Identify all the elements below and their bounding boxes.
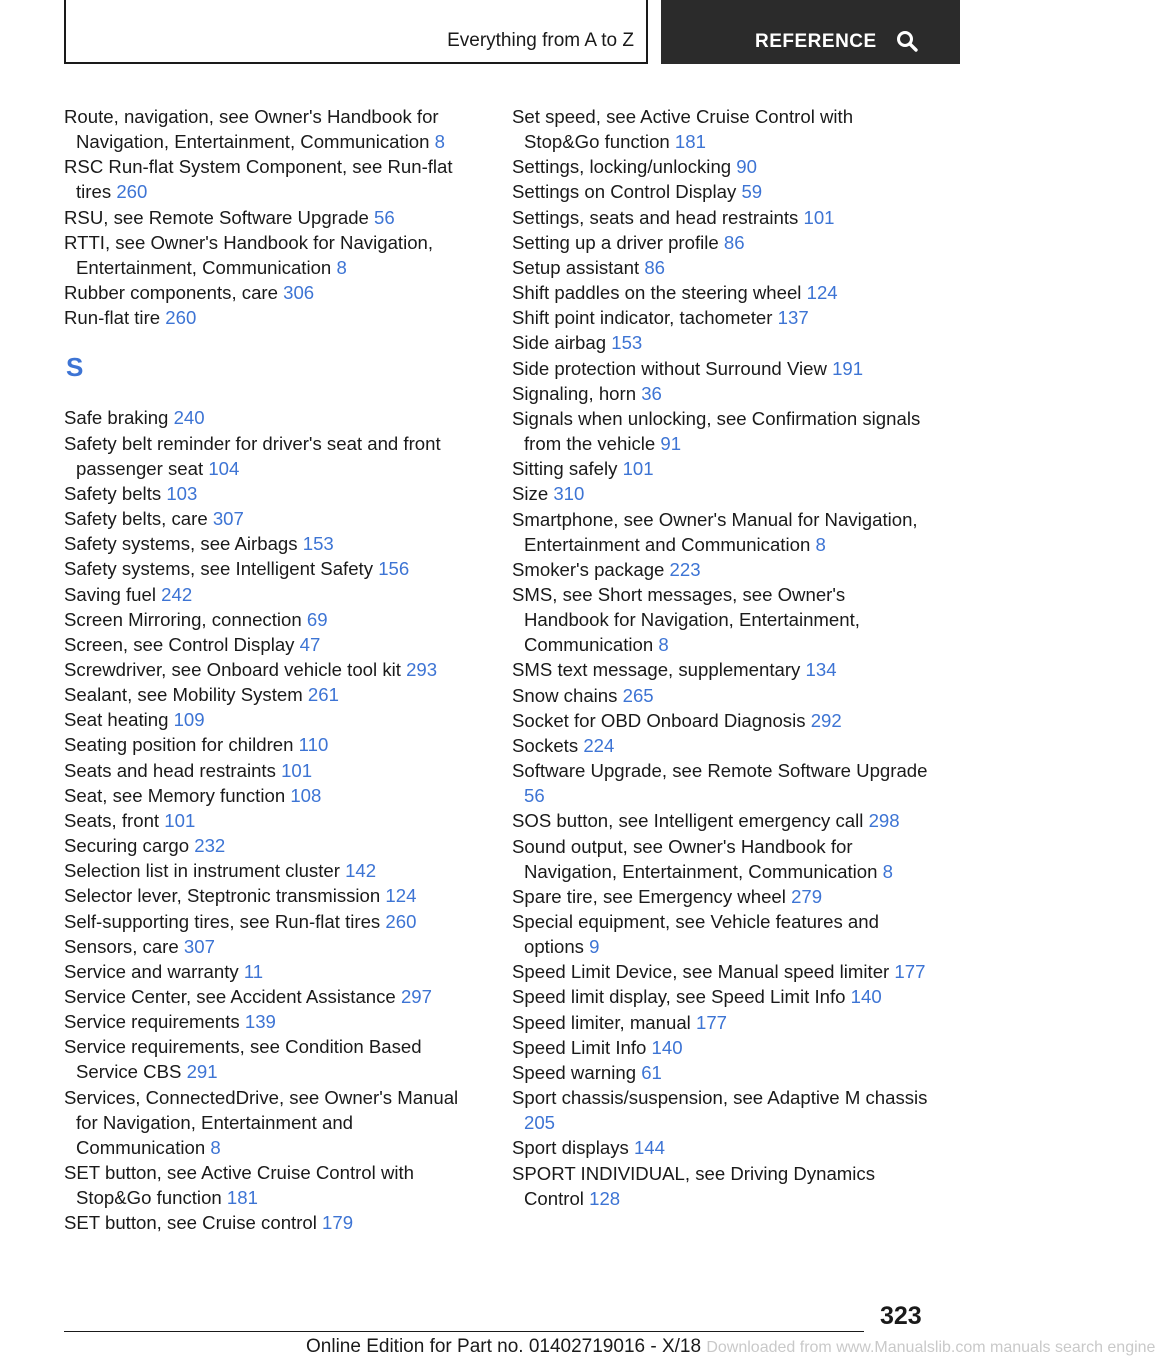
index-entry-text: Run-flat tire: [64, 307, 161, 329]
page-reference-link[interactable]: 297: [400, 986, 432, 1007]
index-entry: [64, 959, 474, 984]
index-entry-text: RTTI, see Owner's Handbook for Navigation, Entertainment, Communication: [64, 231, 434, 278]
index-entry-text: Safety systems, see Airbags: [64, 533, 298, 555]
page-reference-link[interactable]: 223: [669, 558, 701, 580]
index-entry: [64, 1160, 474, 1210]
index-entry: [512, 884, 932, 909]
page-reference-link[interactable]: 242: [161, 583, 193, 605]
index-entry: [64, 1085, 474, 1160]
page-reference-link[interactable]: 47: [299, 633, 321, 655]
page-reference-link[interactable]: 86: [723, 231, 745, 253]
page-reference-link[interactable]: 153: [611, 332, 643, 354]
index-entry: [512, 330, 932, 355]
index-entry-text: Saving fuel: [64, 583, 156, 605]
page-reference-link[interactable]: 110: [298, 734, 329, 756]
index-entry: [64, 104, 474, 154]
index-entry: [64, 858, 474, 883]
page-reference-link[interactable]: 306: [283, 282, 315, 304]
index-entry: [64, 1009, 474, 1034]
index-entry: [512, 582, 932, 657]
index-entry-text: Self-supporting tires, see Run-flat tires: [64, 910, 381, 932]
index-entry-text: Speed limiter, manual: [512, 1011, 691, 1033]
index-entry-text: Rubber components, care: [64, 282, 278, 304]
index-entry: [64, 682, 474, 707]
index-entry-text: Seats, front: [64, 809, 160, 831]
index-entry-text: Safety belts: [64, 482, 162, 504]
page-reference-link[interactable]: 8: [815, 533, 826, 555]
index-entry: [64, 230, 474, 280]
index-entry: [64, 707, 474, 732]
index-entry: [512, 708, 932, 733]
index-entry-text: SMS, see Short messages, see Owner's Handbook for Navigation, Entertainment, Communication: [512, 583, 860, 656]
index-entry: [512, 1060, 932, 1085]
index-entry-text: SET button, see Active Cruise Control with Stop&Go function: [64, 1162, 415, 1209]
index-entry-text: Safety systems, see Intelligent Safety: [64, 558, 374, 580]
index-entry: [64, 833, 474, 858]
index-entry-text: Sound output, see Owner's Handbook for Navigation, Entertainment, Communication: [512, 835, 878, 882]
section-letter: S: [66, 352, 84, 383]
page-reference-link[interactable]: 9: [589, 936, 600, 958]
index-entry: [64, 1210, 474, 1235]
index-entry-text: Sensors, care: [64, 935, 179, 957]
index-entry-text: Services, ConnectedDrive, see Owner's Manual for Navigation, Entertainment and Communication: [64, 1086, 459, 1158]
page-reference-link[interactable]: 140: [850, 986, 882, 1008]
index-entry: [512, 381, 932, 406]
watermark-text: Downloaded from www.Manualslib.com manuals search engine: [706, 1339, 1155, 1356]
index-entry-text: Safe braking: [64, 407, 169, 429]
index-entry-text: SPORT INDIVIDUAL, see Driving Dynamics Control: [512, 1162, 876, 1209]
index-entry: [64, 632, 474, 657]
index-entry-text: Speed Limit Device, see Manual speed limiter: [512, 961, 890, 983]
page-reference-link[interactable]: 292: [810, 709, 842, 731]
index-entry: [64, 205, 474, 230]
index-entry: [512, 255, 932, 280]
index-entry-text: Set speed, see Active Cruise Control with Stop&Go function: [512, 106, 854, 153]
index-entry-text: Settings on Control Display: [512, 181, 737, 203]
index-entry-text: Shift paddles on the steering wheel: [512, 282, 802, 304]
index-entry: [512, 205, 932, 230]
page-reference-link[interactable]: 61: [641, 1061, 662, 1083]
index-entry-text: Service and warranty: [64, 960, 239, 982]
page-reference-link[interactable]: 101: [803, 206, 835, 228]
index-entry-text: Side protection without Surround View: [512, 357, 827, 379]
index-column-right: [512, 104, 932, 1211]
index-entry: [64, 305, 474, 330]
index-entry: [64, 883, 474, 908]
index-entry-text: SMS text message, supplementary: [512, 659, 801, 681]
index-entry-text: Safety belt reminder for driver's seat and front passenger seat: [64, 432, 441, 479]
page-reference-link[interactable]: 8: [434, 131, 445, 153]
index-entry-text: Speed limit display, see Speed Limit Info: [512, 986, 846, 1008]
index-entry-text: Service requirements: [64, 1011, 240, 1033]
page-reference-link[interactable]: 153: [302, 533, 334, 555]
index-entry-text: Socket for OBD Onboard Diagnosis: [512, 709, 806, 731]
index-entry-text: Selection list in instrument cluster: [64, 860, 340, 882]
page-reference-link[interactable]: 108: [290, 784, 322, 806]
index-entry-text: RSU, see Remote Software Upgrade: [64, 206, 369, 228]
index-entry: [64, 984, 474, 1009]
page-reference-link[interactable]: 101: [164, 809, 196, 831]
index-entry: [512, 481, 932, 506]
page-reference-link[interactable]: 56: [374, 206, 395, 228]
page-reference-link[interactable]: 179: [322, 1212, 354, 1234]
edition-text: Online Edition for Part no. 01402719016 - X/18: [306, 1336, 702, 1357]
index-entry-text: Side airbag: [512, 332, 607, 354]
search-icon[interactable]: [895, 29, 919, 53]
page-reference-link[interactable]: 101: [281, 759, 313, 781]
index-entry-text: Setting up a driver profile: [512, 231, 719, 253]
page-reference-link[interactable]: 224: [583, 734, 615, 756]
index-entry-text: Service Center, see Accident Assistance: [64, 986, 396, 1007]
page-reference-link[interactable]: 103: [166, 482, 198, 504]
index-entry-text: Sport displays: [512, 1137, 629, 1159]
index-entry-text: Route, navigation, see Owner's Handbook for Navigation, Entertainment, Communication: [64, 106, 439, 153]
page-reference-link[interactable]: 109: [173, 709, 205, 731]
index-entry: [64, 531, 474, 556]
index-entry: [64, 405, 474, 430]
index-entry-text: Safety belts, care: [64, 508, 208, 530]
index-entry: [64, 582, 474, 607]
index-entry: [512, 557, 932, 582]
index-entry: [64, 431, 474, 481]
page-reference-link[interactable]: 8: [882, 860, 893, 882]
page-reference-link[interactable]: 293: [406, 658, 438, 680]
page-reference-link[interactable]: 298: [868, 810, 900, 832]
index-entry-text: Seat, see Memory function: [64, 784, 286, 806]
page-reference-link[interactable]: 134: [805, 659, 837, 681]
index-entry-text: Speed Limit Info: [512, 1036, 647, 1058]
index-entry: [64, 657, 474, 682]
index-entry: [512, 683, 932, 708]
page-reference-link[interactable]: 181: [674, 131, 706, 153]
index-entry: [512, 808, 932, 833]
index-entry-text: Seats and head restraints: [64, 759, 276, 781]
page-reference-link[interactable]: 260: [116, 181, 148, 203]
page-reference-link[interactable]: 137: [777, 307, 809, 329]
index-entry-text: Sitting safely: [512, 458, 618, 480]
index-entry-text: Securing cargo: [64, 835, 190, 857]
page-reference-link[interactable]: 69: [306, 608, 328, 630]
index-entry: [512, 657, 932, 682]
index-entry-text: Sport chassis/suspension, see Adaptive M chassis: [512, 1087, 928, 1109]
index-entry: [512, 104, 932, 154]
index-entry: [64, 154, 474, 204]
page-reference-link[interactable]: 59: [741, 181, 763, 203]
index-entry-text: Screen, see Control Display: [64, 633, 295, 655]
page-reference-link[interactable]: 232: [194, 835, 226, 857]
page-reference-link[interactable]: 139: [244, 1011, 276, 1033]
index-entry-text: Spare tire, see Emergency wheel: [512, 885, 786, 907]
index-entry-text: Seat heating: [64, 709, 169, 731]
index-entry: [64, 934, 474, 959]
page-reference-link[interactable]: 261: [307, 684, 339, 706]
index-entry-text: RSC Run-flat System Component, see Run-flat tires: [64, 156, 453, 203]
page-reference-link[interactable]: 240: [173, 407, 205, 429]
index-entry: [512, 758, 932, 808]
page-reference-link[interactable]: 291: [186, 1061, 218, 1083]
index-entry: [64, 556, 474, 581]
section-header: [64, 0, 648, 64]
page-reference-link[interactable]: 8: [210, 1136, 221, 1158]
page-reference-link[interactable]: 56: [524, 785, 545, 807]
page-reference-link[interactable]: 260: [385, 910, 417, 932]
page-reference-link[interactable]: 140: [651, 1036, 683, 1058]
page-reference-link[interactable]: 191: [832, 357, 864, 379]
index-entry-text: Sockets: [512, 734, 579, 756]
index-entry-text: Signals when unlocking, see Confirmation signals from the vehicle: [512, 407, 921, 455]
page-reference-link[interactable]: 205: [524, 1112, 556, 1134]
index-entry: [64, 758, 474, 783]
index-entry-text: SET button, see Cruise control: [64, 1212, 317, 1234]
index-entry: [512, 834, 932, 884]
index-entry-text: Service requirements, see Condition Based Service CBS: [64, 1036, 422, 1083]
footer-edition-line: [306, 1336, 1155, 1358]
index-entry-text: Seating position for children: [64, 734, 294, 756]
page-reference-link[interactable]: 90: [736, 156, 757, 178]
page-reference-link[interactable]: 91: [660, 433, 682, 455]
index-entry: [512, 1010, 932, 1035]
index-entry: [512, 984, 932, 1009]
index-entry: [512, 959, 932, 984]
index-entry-text: Sealant, see Mobility System: [64, 684, 303, 706]
index-entry-text: Smartphone, see Owner's Manual for Navigation, Entertainment and Communication: [512, 508, 918, 555]
page-reference-link[interactable]: 144: [633, 1137, 665, 1159]
page-reference-link[interactable]: 260: [165, 307, 197, 329]
index-entry: [512, 230, 932, 255]
index-entry: [512, 1161, 932, 1211]
index-entry: [512, 1035, 932, 1060]
index-entry-text: Software Upgrade, see Remote Software Upgrade: [512, 760, 928, 782]
index-entry-text: Screwdriver, see Onboard vehicle tool kit: [64, 658, 401, 680]
index-entry: [64, 506, 474, 531]
index-entry-text: Settings, locking/unlocking: [512, 156, 732, 178]
page-reference-link[interactable]: 142: [345, 860, 377, 882]
index-entry: [512, 1135, 932, 1160]
index-entry-text: Screen Mirroring, connection: [64, 608, 302, 630]
index-entry: [64, 783, 474, 808]
index-entry: [64, 280, 474, 305]
index-entry: [512, 733, 932, 758]
page-reference-link[interactable]: 128: [589, 1187, 621, 1209]
index-entry-text: Shift point indicator, tachometer: [512, 307, 773, 329]
page-reference-link[interactable]: 307: [183, 935, 215, 957]
page-reference-link[interactable]: 177: [695, 1011, 728, 1033]
page-reference-link[interactable]: 279: [791, 885, 823, 907]
index-entry-text: Selector lever, Steptronic transmission: [64, 885, 381, 907]
page-reference-link[interactable]: 124: [806, 282, 838, 304]
page-reference-link[interactable]: 101: [622, 458, 654, 480]
index-entry: [512, 356, 932, 381]
index-entry-text: Signaling, horn: [512, 382, 637, 404]
index-entry: [512, 507, 932, 557]
index-entry: [512, 456, 932, 481]
index-entry-text: Size: [512, 483, 549, 505]
index-entry: [512, 280, 932, 305]
reference-tab[interactable]: [661, 0, 960, 64]
index-entry: [64, 481, 474, 506]
index-entry-text: Special equipment, see Vehicle features and options: [512, 911, 879, 958]
index-entry: [512, 1085, 932, 1135]
page-reference-link[interactable]: 156: [378, 558, 410, 580]
page-reference-link[interactable]: 265: [622, 684, 654, 706]
index-entry: [64, 607, 474, 632]
index-entry: [512, 305, 932, 330]
page-reference-link[interactable]: 310: [553, 483, 585, 505]
footer-divider: [64, 1331, 864, 1332]
index-entry: [512, 406, 932, 456]
index-column-left: [64, 104, 474, 1236]
page-reference-link[interactable]: 8: [336, 256, 347, 278]
index-entry-text: Setup assistant: [512, 256, 640, 278]
page-reference-link[interactable]: 86: [644, 256, 665, 278]
index-entry: [64, 1034, 474, 1084]
index-entry: [512, 179, 932, 204]
page-reference-link[interactable]: 11: [243, 960, 264, 982]
page-reference-link[interactable]: 181: [226, 1187, 258, 1209]
index-entry: [64, 732, 474, 757]
index-entry: [64, 808, 474, 833]
page-reference-link[interactable]: 104: [208, 457, 240, 479]
page-reference-link[interactable]: 36: [641, 382, 662, 404]
index-entry-text: Snow chains: [512, 684, 618, 706]
page-reference-link[interactable]: 307: [212, 508, 244, 530]
section-title: Everything from A to Z: [447, 30, 634, 51]
page-number: 323: [880, 1302, 922, 1330]
page-reference-link[interactable]: 124: [385, 885, 417, 907]
index-entry-text: Settings, seats and head restraints: [512, 206, 799, 228]
index-entry-text: SOS button, see Intelligent emergency call: [512, 810, 864, 832]
index-entry: [64, 909, 474, 934]
index-entry-text: Smoker's package: [512, 558, 665, 580]
index-entry: [512, 154, 932, 179]
page-reference-link[interactable]: 177: [894, 961, 926, 983]
page-reference-link[interactable]: 8: [658, 634, 669, 656]
index-entry-text: Speed warning: [512, 1061, 637, 1083]
reference-tab-label: REFERENCE: [755, 31, 877, 52]
index-entry: [512, 909, 932, 959]
